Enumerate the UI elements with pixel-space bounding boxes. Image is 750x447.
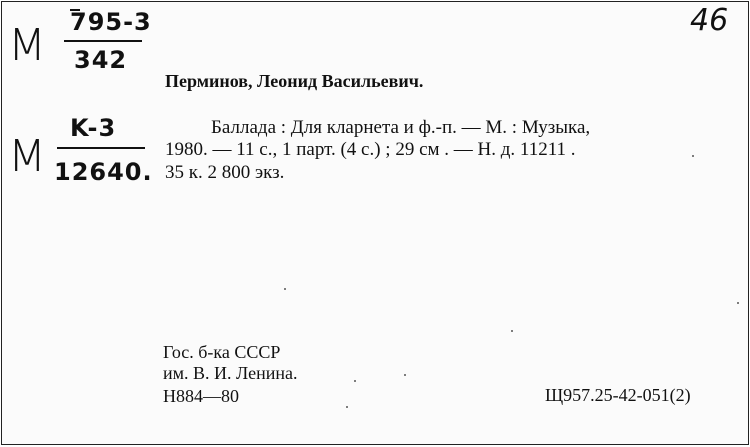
author-heading: Перминов, Леонид Васильевич. [165, 71, 424, 91]
scan-speck [692, 155, 694, 157]
description-line-2: 1980. — 11 с., 1 парт. (4 с.) ; 29 см . — Н. д. 11211 . [165, 139, 576, 160]
scan-speck [404, 374, 406, 376]
scan-speck [511, 330, 513, 332]
shelfmark-2-bottom: 12640. [54, 158, 153, 186]
shelfmark-2-top: K-3 [70, 114, 117, 142]
shelfmark-1-rule [64, 40, 142, 42]
description-line-1: Баллада : Для кларнета и ф.-п. — М. : Музыка, [211, 117, 591, 138]
catalog-card [1, 1, 749, 445]
library-line-2: им. В. И. Ленина. [163, 363, 298, 383]
shelfmark-1-prefix: M [8, 20, 45, 71]
shelfmark-1-top: 795-3 [70, 8, 152, 36]
library-line-3: Н884—80 [163, 386, 239, 406]
scan-speck [737, 302, 739, 304]
card-code: Щ957.25-42-051(2) [545, 385, 691, 405]
scan-speck [346, 406, 348, 408]
shelfmark-2-prefix: M [8, 131, 45, 182]
shelfmark-2-rule [57, 147, 145, 149]
description-line-3: 35 к. 2 800 экз. [165, 162, 285, 183]
scan-speck [354, 380, 356, 382]
corner-number: 46 [690, 3, 729, 38]
library-line-1: Гос. б-ка СССР [163, 342, 281, 362]
scan-speck [284, 288, 286, 290]
shelfmark-1-bottom: 342 [74, 46, 128, 74]
